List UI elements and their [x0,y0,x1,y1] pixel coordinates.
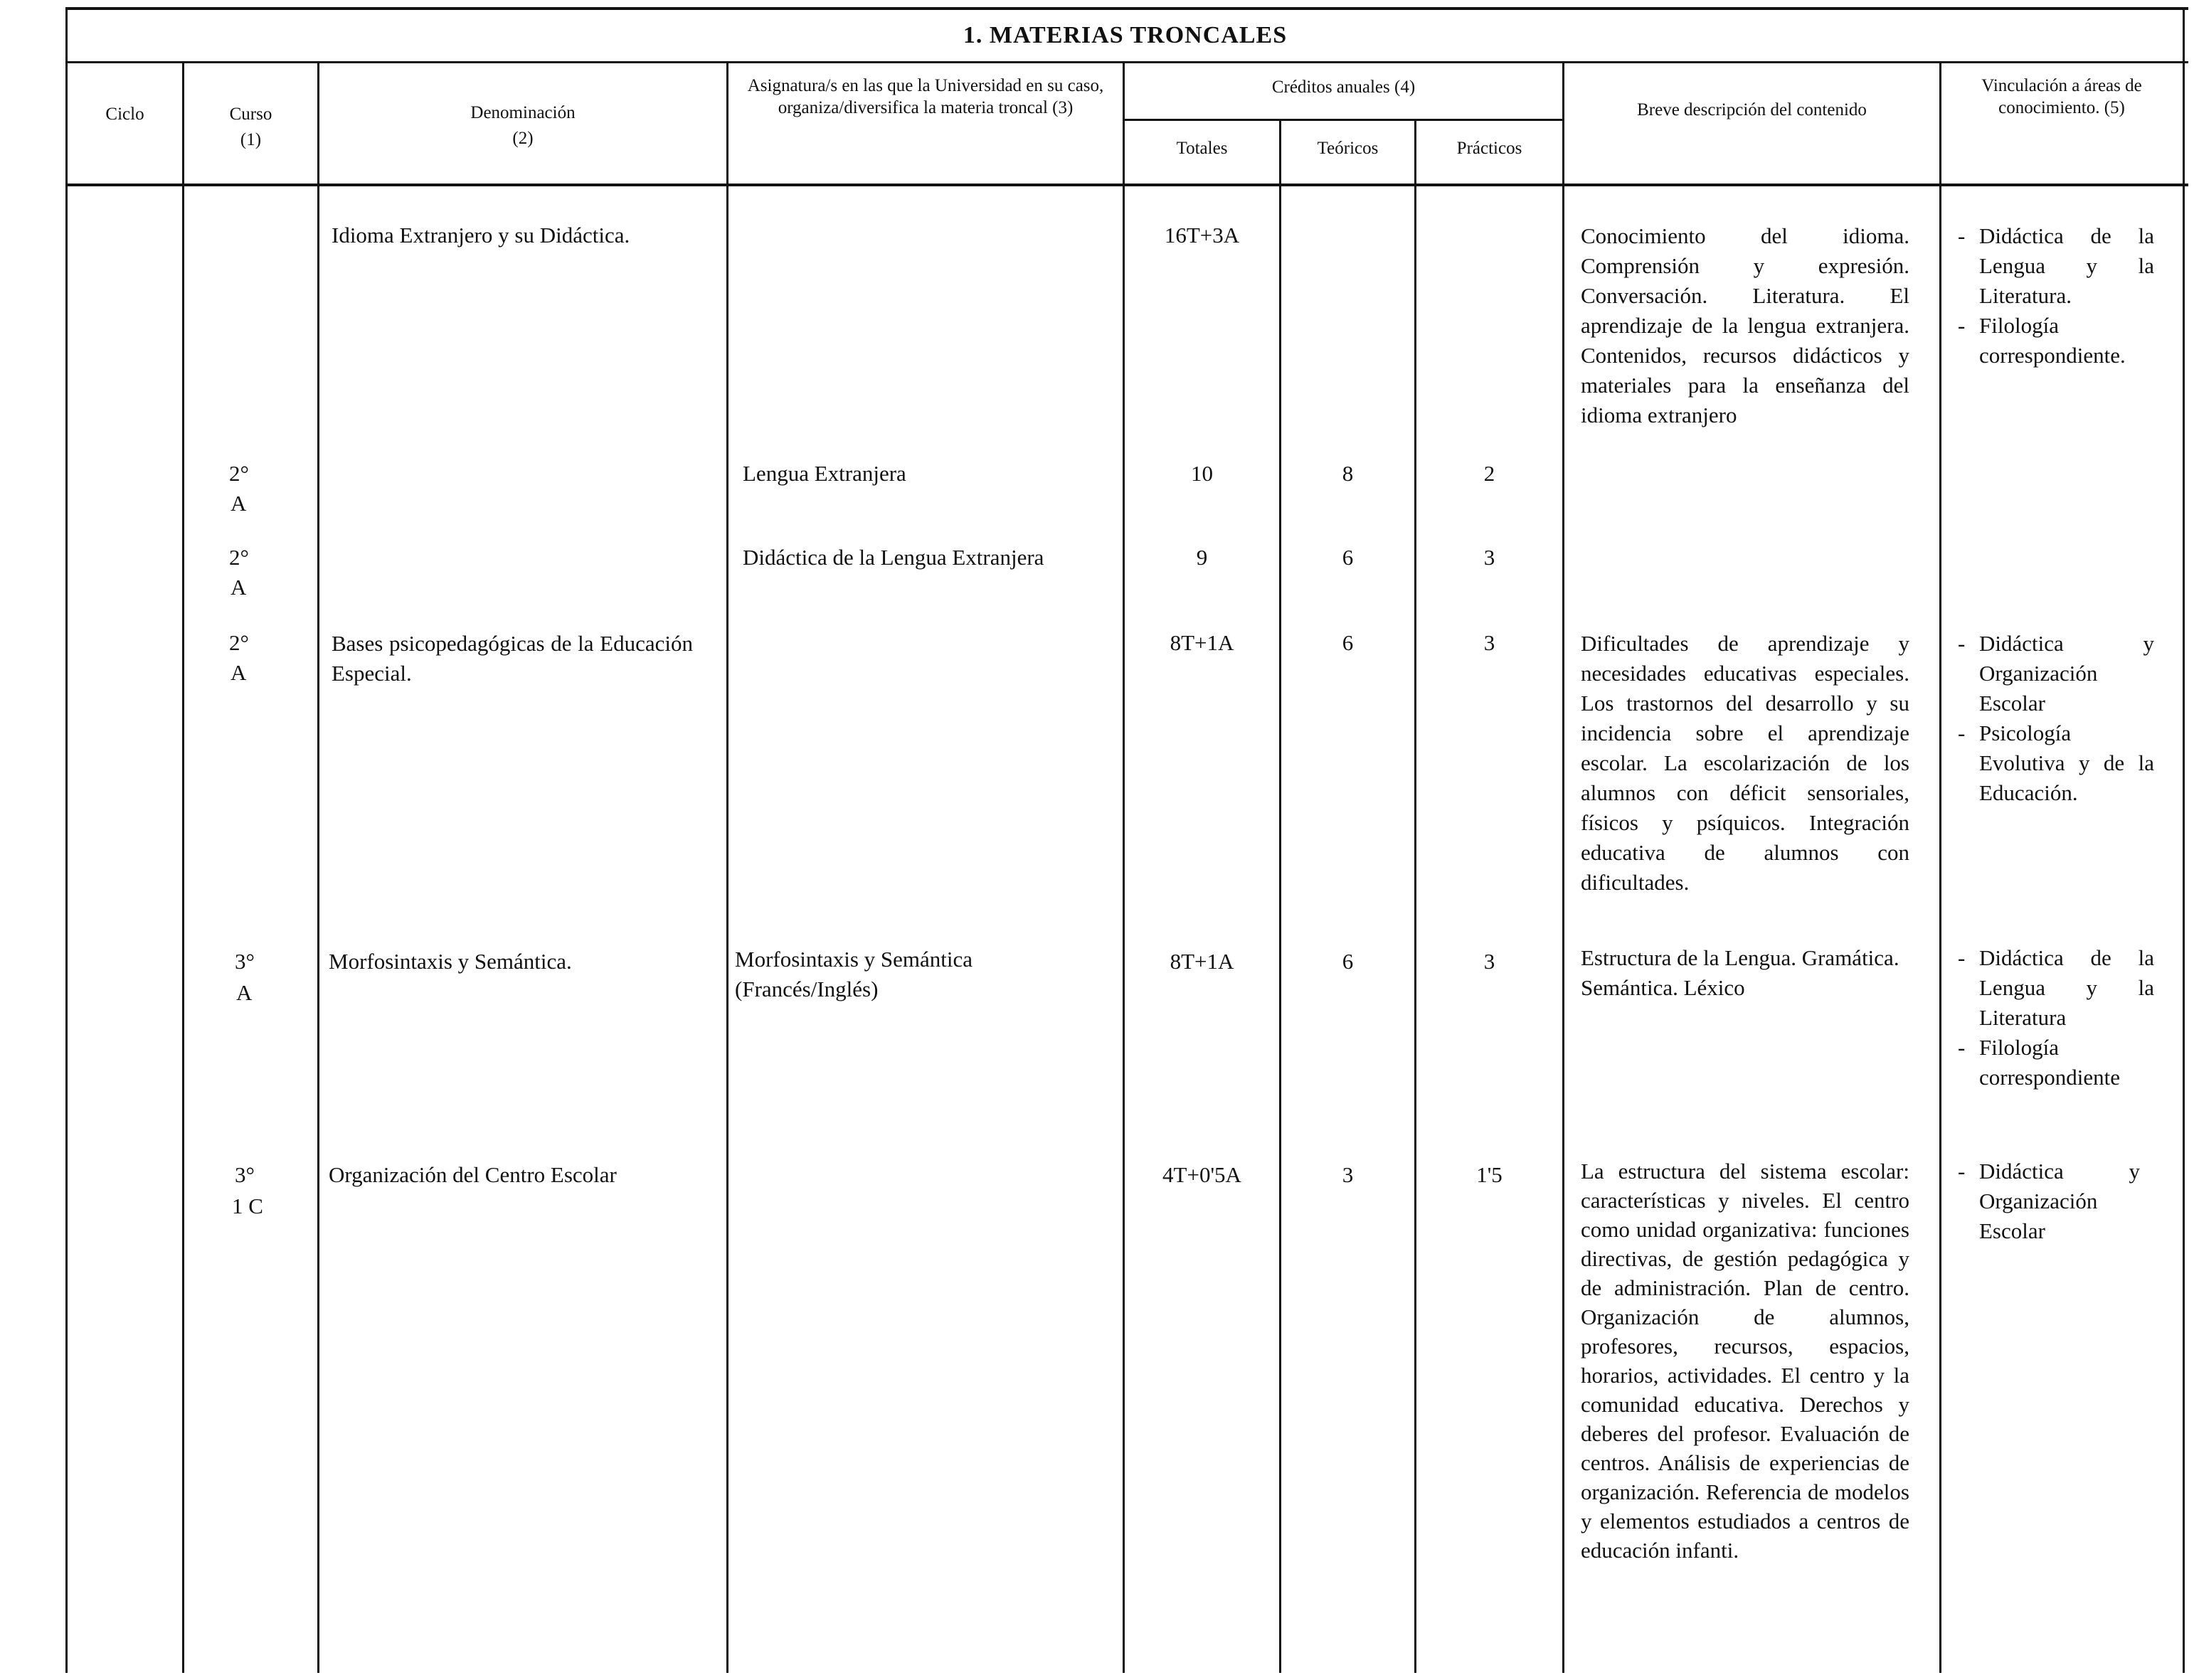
row3-teoricos: 6 [1342,545,1354,570]
row5-totales: 8T+1A [1170,949,1234,974]
col-rule-teoricos [1414,119,1416,1673]
col-rule-practicos [1562,63,1564,1673]
row4-denominacion: Bases psicopedagógicas de la Educación Especial. [332,631,693,686]
col-rule-ciclo [182,63,184,1673]
row4-vinculacion-item: - Psicología Evolutiva y de la Educación. [1955,718,2154,808]
row4-curso: 2° [229,630,249,655]
row4-curso-tipo: A [230,660,247,685]
col-rule-descripcion [1939,63,1941,1673]
header-practicos: Prácticos [1456,139,1522,158]
row6-vinculacion-item: - Didáctica y Organización Escolar [1955,1157,2140,1246]
row2-totales: 10 [1191,461,1213,486]
row2-curso-tipo: A [230,491,247,516]
row1-denominacion: Idioma Extranjero y su Didáctica. [332,223,630,248]
row3-curso: 2° [229,545,249,570]
row1-totales: 16T+3A [1164,223,1240,248]
header-totales: Totales [1176,139,1228,158]
row6-descripcion: La estructura del sistema escolar: características y niveles. El centro como unidad organizativa: funciones directivas, de gestión pedagógica y de administración. Plan de centro. Organización de alumnos, profesores, recursos, espacios, horarios, actividades. El centro y la comunidad educativa. Derechos y deberes del profesor. Evaluación de centros. Análisis de experiencias de organización. Referencia de modelos y elementos estudiados a centros de educación infanti. [1581,1159,1909,1563]
row3-totales: 9 [1196,545,1208,570]
title-bottom-rule [65,61,2188,63]
col-rule-curso [317,63,319,1673]
header-bottom-rule [65,184,2188,186]
row6-practicos: 1'5 [1476,1162,1503,1187]
row4-totales: 8T+1A [1170,630,1234,655]
row4-vinculacion-list [1955,629,2154,808]
header-ciclo: Ciclo [105,105,144,124]
row5-vinculacion-item: - Didáctica de la Lengua y la Literatura [1955,943,2154,1033]
creditos-subheader-rule [1123,119,1562,121]
row1-vinculacion-list [1955,221,2154,371]
row3-curso-tipo: A [230,575,247,600]
header-vinculacion: Vinculación a áreas de conocimiento. (5) [1981,76,2142,117]
table-top-border [65,7,2188,10]
row6-totales: 4T+0'5A [1162,1162,1241,1187]
row4-teoricos: 6 [1342,630,1354,655]
row5-practicos: 3 [1483,949,1495,974]
header-denominacion: Denominación [470,103,576,122]
row2-practicos: 2 [1483,461,1495,486]
row6-curso: 3° [235,1162,255,1187]
header-asignatura: Asignatura/s en las que la Universidad en su caso, organiza/diversifica la materia troncal (3) [747,76,1104,117]
row4-descripcion: Dificultades de aprendizaje y necesidades educativas especiales. Los trastornos del desarrollo y su incidencia sobre el aprendizaje escolar. La escolarización de los alumnos con déficit sensoriales, físicos y psíquicos. Integración educativa de alumnos con dificultades. [1581,631,1909,895]
row2-asignatura: Lengua Extranjera [743,461,906,486]
row1-vinculacion-item: - Filología correspondiente. [1955,311,2154,371]
row6-vinculacion-list [1955,1157,2140,1246]
row5-teoricos: 6 [1342,949,1354,974]
table-left-border [65,7,68,1673]
header-creditos: Créditos anuales (4) [1271,78,1416,97]
col-rule-denominacion [726,63,728,1673]
row6-curso-tipo: 1 C [232,1193,263,1218]
table-title: 1. MATERIAS TRONCALES [963,22,1288,48]
row4-practicos: 3 [1483,630,1495,655]
row5-asignatura: Morfosintaxis y Semántica (Francés/Inglés) [735,947,973,1001]
row5-curso-tipo: A [236,980,253,1005]
header-curso-note: (1) [240,130,262,149]
row6-denominacion: Organización del Centro Escolar [329,1162,617,1187]
header-curso: Curso [229,105,272,124]
row2-teoricos: 8 [1342,461,1354,486]
row5-vinculacion-item: - Filología correspondiente [1955,1033,2154,1092]
row5-vinculacion-list [1955,943,2154,1092]
row5-descripcion: Estructura de la Lengua. Gramática. Semántica. Léxico [1581,945,1899,1000]
header-descripcion: Breve descripción del contenido [1637,100,1867,119]
row3-practicos: 3 [1483,545,1495,570]
col-rule-totales [1279,119,1281,1673]
row1-descripcion: Conocimiento del idioma. Comprensión y expresión. Conversación. Literatura. El aprendizaje de la lengua extranjera. Contenidos, recursos didácticos y materiales para la enseñanza del idioma extranjero [1581,223,1909,427]
row3-asignatura: Didáctica de la Lengua Extranjera [743,545,1044,570]
header-denominacion-note: (2) [512,129,534,148]
row1-vinculacion-item: - Didáctica de la Lengua y la Literatura. [1955,221,2154,311]
row5-curso: 3° [235,949,255,974]
row6-teoricos: 3 [1342,1162,1354,1187]
row5-denominacion: Morfosintaxis y Semántica. [329,949,572,974]
table-right-border [2183,7,2185,1673]
col-rule-asignatura [1123,63,1125,1673]
header-teoricos: Teóricos [1317,139,1379,158]
row4-vinculacion-item: - Didáctica y Organización Escolar [1955,629,2154,718]
row2-curso: 2° [229,461,249,486]
